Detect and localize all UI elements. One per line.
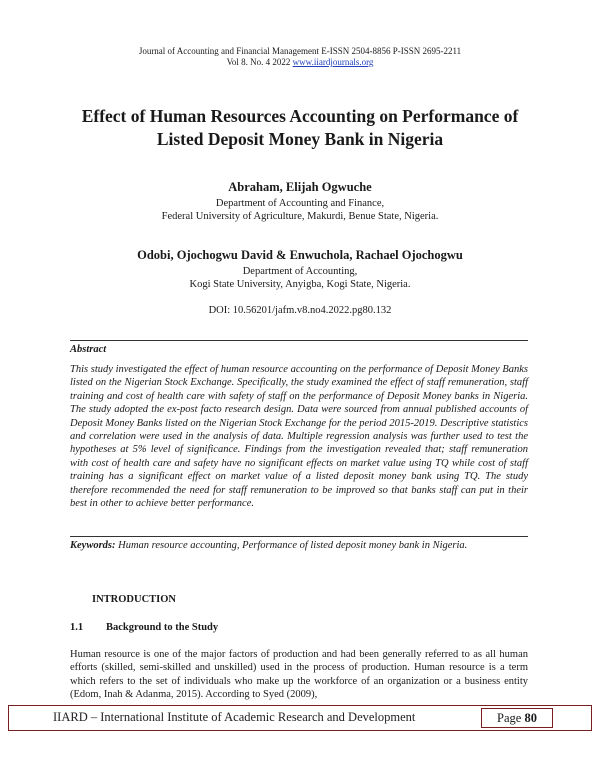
page-label: Page <box>497 711 522 725</box>
author-affiliation-2 <box>0 265 600 291</box>
doi: DOI: 10.56201/jafm.v8.no4.2022.pg80.132 <box>208 305 392 316</box>
author-name-2: Odobi, Ojochogwu David & Enwuchola, Rachael Ojochogwu <box>137 248 463 262</box>
abstract-heading: Abstract <box>70 344 107 355</box>
subsection-number: 1.1 <box>70 622 84 633</box>
abstract-text: This study investigated the effect of human resource accounting on the performance of Deposit Money Banks listed on the Nigerian Stock Exchange. Specifically, the study examined the effect of staff remuneration, staff training and cost of health care with safety of staff on the performance of Deposit Money banks in Nigeria. The study adopted the ex-post facto research design. Data were sourced from annual published accounts of Deposit Money Banks listed on the Nigerian Stock Exchange for the period 2015-2019. Descriptive statistics and correlation were used in the analysis of data. Multiple regression analysis was further used to test the hypotheses at 5% level of significance. Findings from the investigation revealed that; staff remuneration with cost of health care and safety have no significant effects on market value using TQ while cost of staff training has a significant effect on market value of a listed deposit money bank using TQ. The study therefore recommended the need for staff remuneration to be improved so that banks staff can put in their best in other to achieve better performance. <box>70 364 528 510</box>
keywords-top-rule <box>70 536 528 537</box>
author-affiliation-1 <box>0 197 600 223</box>
paper-title <box>0 105 600 151</box>
affiliation-2-dept: Department of Accounting, <box>242 266 358 277</box>
paper-title-line1: Effect of Human Resources Accounting on Performance of <box>81 106 519 126</box>
intro-paragraph: Human resource is one of the major factors of production and had been generally referred to as all human efforts (skilled, semi-skilled and unskilled) used in the process of production. Human resource is a term which refers to the set of individuals who make up the workforce of an organization or a business entity (Edom, Inah & Adanma, 2015). According to Syed (2009), <box>70 649 528 700</box>
page-number-box <box>481 708 553 728</box>
affiliation-1-dept: Department of Accounting and Finance, <box>215 198 385 209</box>
journal-volume-line <box>0 57 600 68</box>
journal-issn-line: Journal of Accounting and Financial Management E-ISSN 2504-8856 P-ISSN 2695-2211 <box>138 46 462 56</box>
page-footer <box>8 705 592 731</box>
page-number: 80 <box>524 711 537 725</box>
journal-link[interactable]: www.iiardjournals.org <box>292 57 374 67</box>
keywords-label: Keywords: <box>70 540 116 551</box>
footer-publisher: IIARD – International Institute of Academic Research and Development <box>53 710 416 724</box>
abstract-top-rule <box>70 340 528 341</box>
intro-heading: INTRODUCTION <box>92 594 177 605</box>
affiliation-1-univ: Federal University of Agriculture, Makurdi, Benue State, Nigeria. <box>161 211 439 222</box>
journal-volume: Vol 8. No. 4 2022 <box>226 57 291 67</box>
author-name-1: Abraham, Elijah Ogwuche <box>228 180 372 194</box>
keywords-text: Human resource accounting, Performance of listed deposit money bank in Nigeria. <box>118 540 468 551</box>
subsection-title: Background to the Study <box>106 622 219 633</box>
keywords <box>70 540 528 551</box>
journal-header <box>0 46 600 68</box>
affiliation-2-univ: Kogi State University, Anyigba, Kogi State, Nigeria. <box>189 279 411 290</box>
paper-title-line2: Listed Deposit Money Bank in Nigeria <box>156 129 444 149</box>
